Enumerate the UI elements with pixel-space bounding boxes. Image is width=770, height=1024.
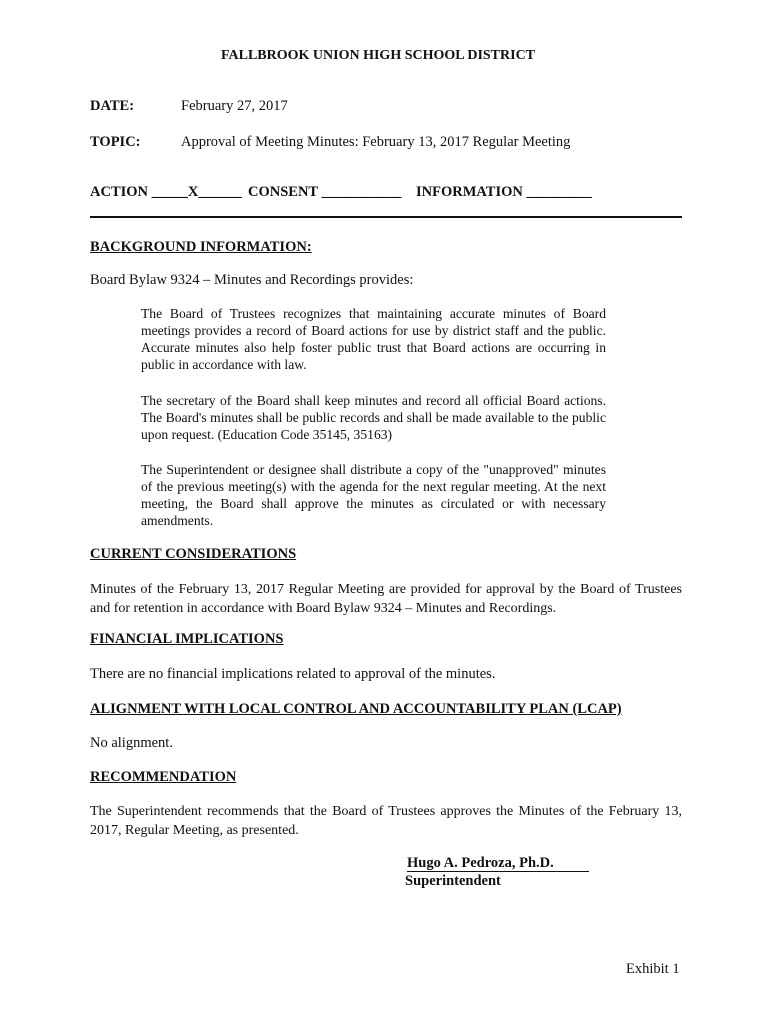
- information-field: INFORMATION _________: [416, 184, 592, 200]
- date-value: February 27, 2017: [181, 98, 288, 114]
- header-divider: [90, 216, 682, 218]
- topic-label: TOPIC:: [90, 134, 141, 150]
- district-title: FALLBROOK UNION HIGH SCHOOL DISTRICT: [221, 48, 536, 63]
- signature-name: Hugo A. Pedroza, Ph.D.: [407, 855, 589, 872]
- lcap-alignment-text: No alignment.: [90, 735, 173, 751]
- background-intro: Board Bylaw 9324 – Minutes and Recordings provides:: [90, 272, 414, 288]
- bylaw-quote-1: The Board of Trustees recognizes that maintaining accurate minutes of Board meetings provides a record of Board actions for use by district staff and the public. Accurate minutes also help foster public trust that Board actions are occurring in public in accordance with law.: [141, 306, 606, 372]
- topic-value: Approval of Meeting Minutes: February 13, 2017 Regular Meeting: [181, 134, 571, 150]
- financial-implications-text: There are no financial implications related to approval of the minutes.: [90, 666, 496, 682]
- date-label: DATE:: [90, 98, 135, 114]
- current-considerations-text: Minutes of the February 13, 2017 Regular Meeting are provided for approval by the Board of Trustees and for retention in accordance with Board Bylaw 9324 – Minutes and Recordings.: [90, 582, 682, 616]
- exhibit-label: Exhibit 1: [626, 961, 680, 977]
- background-heading: BACKGROUND INFORMATION:: [90, 239, 312, 255]
- bylaw-quote-3: The Superintendent or designee shall distribute a copy of the "unapproved" minutes of the previous meeting(s) with the agenda for the next regular meeting. At the next meeting, the Board shall approve the minutes as circulated or with necessary amendments.: [141, 462, 606, 528]
- action-field: ACTION _____X______: [90, 184, 242, 200]
- financial-implications-heading: FINANCIAL IMPLICATIONS: [90, 631, 284, 647]
- signature-title: Superintendent: [405, 873, 501, 889]
- bylaw-quote-2: The secretary of the Board shall keep minutes and record all official Board actions. The Board's minutes shall be public records and shall be made available to the public upon request. (Education Code 35145, 35163): [141, 393, 606, 442]
- lcap-alignment-heading: ALIGNMENT WITH LOCAL CONTROL AND ACCOUNTABILITY PLAN (LCAP): [90, 701, 622, 717]
- consent-field: CONSENT ___________: [248, 184, 402, 200]
- current-considerations-heading: CURRENT CONSIDERATIONS: [90, 546, 297, 562]
- recommendation-text: The Superintendent recommends that the Board of Trustees approves the Minutes of the February 13, 2017, Regular Meeting, as presented.: [90, 804, 682, 838]
- recommendation-heading: RECOMMENDATION: [90, 769, 237, 785]
